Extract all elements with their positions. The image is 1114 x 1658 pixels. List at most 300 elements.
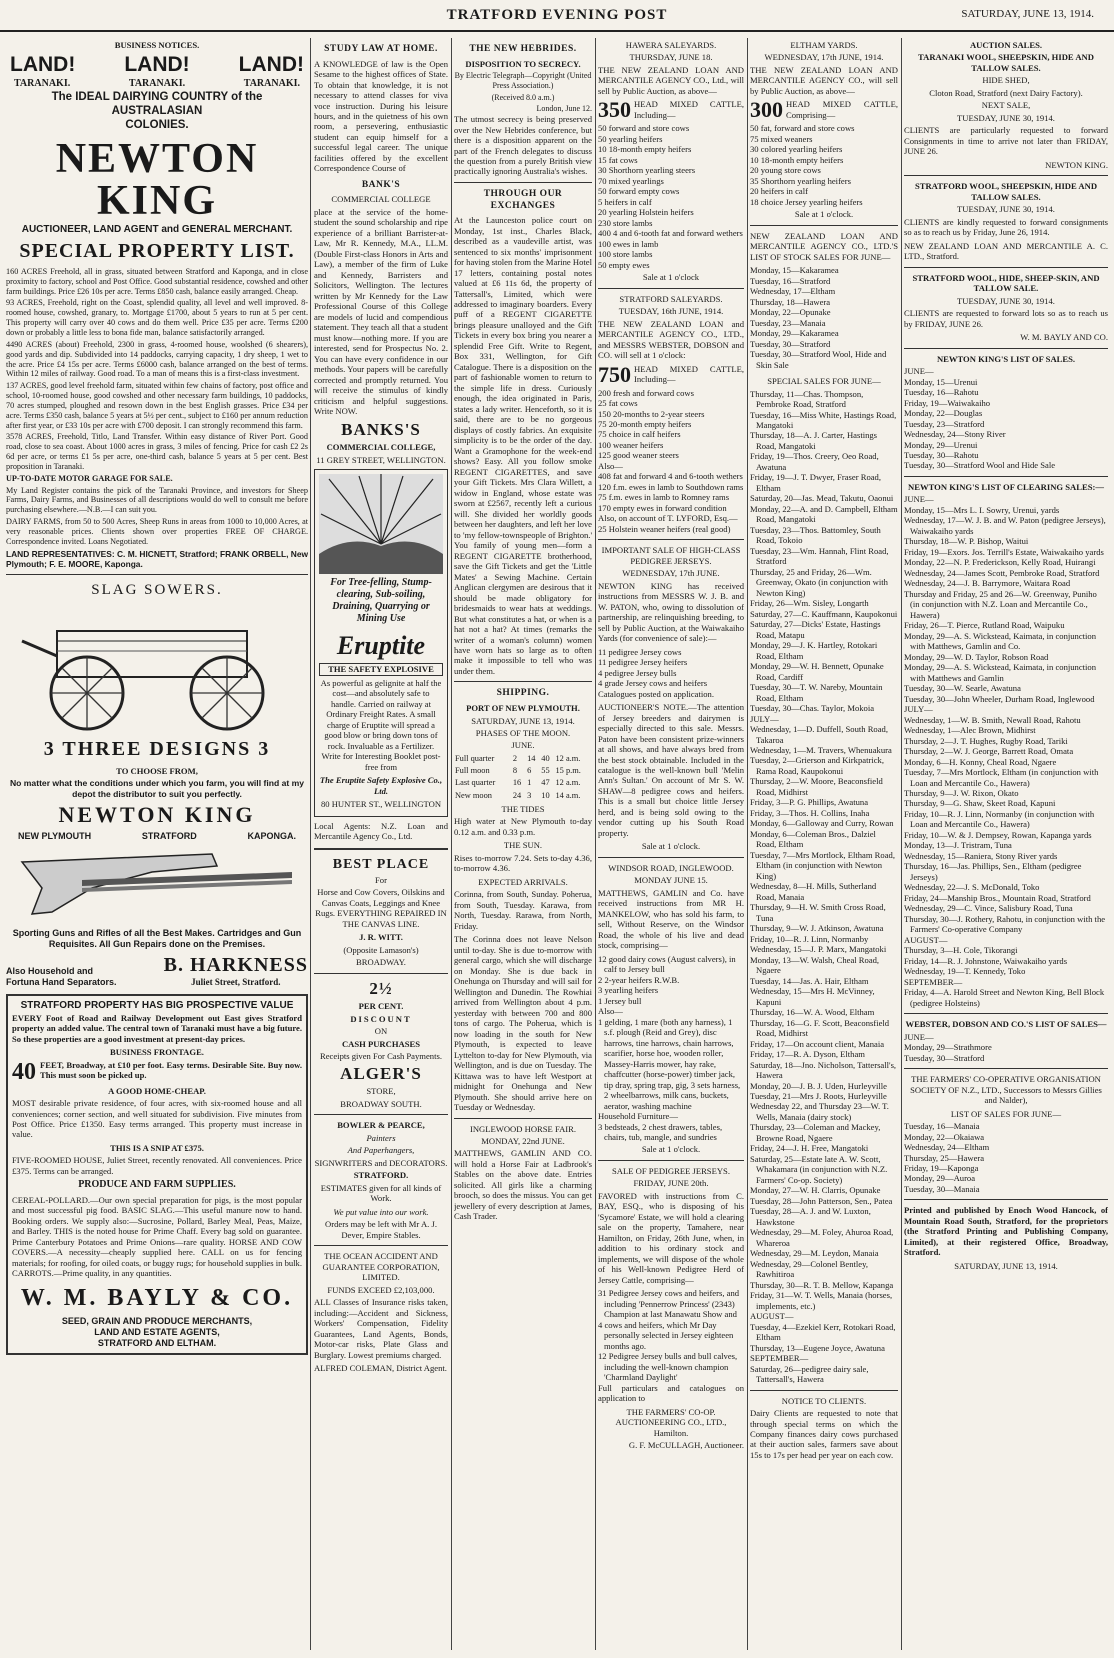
expected-heading: EXPECTED ARRIVALS.: [478, 876, 568, 887]
list-item: Also—: [598, 460, 623, 471]
list-item: 230 store lambs: [598, 217, 653, 228]
list-item: Wednesday, 17—Eltham: [750, 286, 836, 297]
local-agents: Local Agents: N.Z. Loan and Mercantile Agency Co., Ltd.: [314, 820, 448, 842]
list-item: 408 fat and forward 4 and 6-tooth wethers: [598, 471, 743, 482]
nzla-sig: NEW ZEALAND LOAN AND MERCANTILE A. C. LTD., Stratford.: [904, 240, 1108, 262]
list-item: Thursday, 13—Eugene Joyce, Awatuna: [750, 1342, 885, 1353]
newton-king-name-2: NEWTON KING: [58, 802, 256, 828]
list-item: 18 choice Jersey yearling heifers: [750, 196, 863, 207]
list-item: 1 Jersey bull: [598, 995, 642, 1006]
list-item: 2 2-year heifers R.W.B.: [598, 974, 680, 985]
list-item: 150 20-months to 2-year steers: [598, 408, 705, 419]
good-home-text: MOST desirable private residence, of four acres, with six-roomed house and all conveniences; corner section, and well situated for subdivision. Five minutes from Post Office. Price £1350. Easy terms arranged. This property must increase in value.: [12, 1098, 302, 1140]
list-item: 15 fat cows: [598, 154, 638, 165]
divider: [904, 1013, 1108, 1014]
head-count: 350: [598, 97, 631, 123]
list-item: Wednesday, 1—D. Duffell, South Road, Takaroa: [750, 724, 888, 745]
list-item: Friday, 19—Exors. Jos. Terrill's Estate, Waiwakaiho yards: [904, 546, 1104, 557]
list-item: Thursday, 25 and Friday, 26—Wm. Greenway, Okato (in conjunction with Newton King): [750, 566, 888, 598]
witt-broadway: BROADWAY.: [356, 957, 406, 968]
list-item: Monday, 22—N. P. Frederickson, Kelly Road, Huirangi: [904, 557, 1096, 568]
newton-king-instructions: NEWTON KING has received instructions from MESSRS W. J. B. and W. PATON, who, owing to dissolution of partnership, are relinquishing breeding, to sell by Public Auction, at the Waiwakaiho Yards (for convenience of sale):—: [598, 580, 744, 644]
list-item: 50 forward empty cows: [598, 186, 680, 197]
list-item: 75 20-month empty heifers: [598, 418, 692, 429]
auction-sales-heading: AUCTION SALES.: [969, 40, 1043, 50]
divider: [314, 1245, 448, 1246]
list-item: 30 colored yearling heifers: [750, 144, 843, 155]
ocean-heading: THE OCEAN ACCIDENT AND GUARANTEE CORPORATION, LIMITED.: [322, 1251, 440, 1283]
stratford-saleyards-heading: STRATFORD SALEYARDS.: [619, 293, 723, 304]
slag-sowers-heading: SLAG SOWERS.: [91, 582, 223, 599]
list-item: Monday, 6—H. Konny, Cheal Road, Ngaere: [904, 756, 1057, 767]
list-item: Saturday, 27—Dicks' Estate, Hastings Road, Matapu: [750, 619, 881, 640]
taranaki-wool-heading: TARANAKI WOOL, SHEEPSKIN, HIDE AND TALLOW SALES.: [918, 52, 1094, 73]
column-rule: [747, 38, 748, 1650]
hawera-heading: HAWERA SALEYARDS.: [625, 40, 717, 50]
list-item: Thursday, 2—W. J. George, Barrett Road, Omata: [904, 746, 1074, 757]
divider: [598, 1160, 744, 1161]
list-item: Tuesday, 30—W. Searle, Awatuna: [904, 683, 1021, 694]
painters: Painters: [366, 1132, 396, 1143]
list-item: Monday, 29—J. K. Hartley, Rotokari Road, Eltham: [750, 640, 878, 661]
stock-sales-title: NEW ZEALAND LOAN AND MERCANTILE AGENCY CO., LTD.'S LIST OF STOCK SALES FOR JUNE—: [750, 230, 898, 262]
produce-text: CEREAL-POLLARD.—Our own special preparation for pigs, is the most popular and most successful pig food. BASIC SLAG.—This useful manure now to hand. Booking orders. We supply also:—Sucrosine, Pollard, Barley Meal, Peas, Maize, and Barley. THIS is the noted house for Prime Chaff. Every bag sold on guarantee. Prime Canterbury Potatoes and Prime Onions—rare quality. HORSE AND COW COVERS.—A necessity—cheaply supplied here. CALL on us for fencing materials; for roofing, for oiled coats, or buggy rugs; for household supplies in bulk. CARROTS.—Prime quality, in any quantities.: [12, 1194, 302, 1278]
list-item: Tuesday, 23—Stratford: [904, 418, 985, 429]
pedigree-list: [598, 1288, 744, 1382]
list-item: Monday, 22—Douglas: [904, 408, 983, 419]
list-item: Thursday, 9—G. Shaw, Skeet Road, Kapuni: [904, 798, 1056, 809]
divider: [904, 175, 1108, 176]
windsor-list: [598, 954, 744, 1143]
head-count-3: 300: [750, 97, 783, 123]
list-item: Monday, 29—Strathmore: [904, 1042, 992, 1053]
list-item: Tuesday, 16—Manaia: [904, 1121, 980, 1132]
divider: [904, 267, 1108, 268]
pedigree-date: FRIDAY, JUNE 20th.: [633, 1178, 709, 1189]
list-item: Tuesday, 7—Mrs Mortlock, Eltham Road, Eltham (in conjunction with Newton King): [750, 849, 895, 881]
list-item: SEPTEMBER—: [750, 1353, 809, 1364]
shipping-date: SATURDAY, JUNE 13, 1914.: [471, 715, 575, 726]
harkness-name: B. HARKNESS: [163, 954, 308, 977]
jersey-list: [598, 647, 744, 689]
list-item: Monday, 15—Urenui: [904, 376, 978, 387]
banks-address: 11 GREY STREET, WELLINGTON.: [316, 454, 446, 465]
arrivals-text: Corinna, from South, Sunday. Poherua, from South, Tuesday. Karawa, from North, Tuesday. Rarawa, from North, Friday.: [454, 889, 592, 931]
colonies-line: COLONIES.: [125, 119, 189, 132]
list-item: Friday, 26—Wm. Sisley, Longarth: [750, 598, 869, 609]
list-item: 25 Holstein weaner heifers (real good): [598, 523, 731, 534]
stratford-property-ad: [6, 994, 308, 1354]
divider: [904, 1068, 1108, 1069]
list-item: Friday, 19—Thos. Creery, Oeo Road, Awatuna: [750, 451, 879, 472]
next-sale: NEXT SALE,: [981, 100, 1031, 111]
cash-purchases: CASH PURCHASES: [341, 1038, 421, 1049]
eruptite-uses: For Tree-felling, Stump-clearing, Sub-soiling, Draining, Quarrying or Mining Use: [330, 576, 432, 625]
list-item: Tuesday, 30—Stratford Wool and Hide Sale: [904, 460, 1056, 471]
cattle-list-2: [598, 388, 744, 535]
sun-heading: THE SUN.: [503, 840, 543, 851]
list-item: Tuesday, 7—Mrs Mortlock, Eltham (in conjunction with Loan and Mercantile Co., Hawera): [904, 767, 1099, 788]
column-rule: [310, 38, 311, 1650]
exchanges-heading: THROUGH OUR EXCHANGES: [483, 188, 563, 211]
list-item: JULY—: [750, 713, 779, 724]
joint-intro: THE NEW ZEALAND LOAN and MERCANTILE AGENCY CO., LTD., and MESSRS WEBSTER, DOBSON and CO. will sell at 1 o'clock:: [598, 318, 744, 361]
estimates: ESTIMATES given for all kinds of Work.: [320, 1182, 442, 1204]
hide-shed: HIDE SHED,: [982, 75, 1030, 86]
list-item: Thursday, 16—W. A. Wood, Eltham: [750, 1007, 875, 1018]
eltham-cattle-list: [750, 123, 898, 207]
list-item: Wednesday, 24—James Scott, Pembroke Road, Stratford: [904, 567, 1100, 578]
list-item: 3 bedsteads, 2 chest drawers, tables, chairs, tub, mangle, and sundries: [598, 1121, 723, 1142]
sun-text: Rises to-morrow 7.24. Sets to-day 4.36, to-morrow 4.36.: [454, 852, 592, 874]
harkness-ad: [6, 953, 308, 988]
imprint-date: SATURDAY, JUNE 13, 1914.: [954, 1260, 1058, 1271]
receipts: Receipts given For Cash Payments.: [320, 1051, 442, 1062]
list-item: 3 yearling heifers: [598, 985, 659, 996]
clients-notice-1: CLIENTS are particularly requested to forward Consignments in time to arrive not later than FRIDAY, JUNE 26.: [904, 125, 1108, 157]
divider: [598, 539, 744, 540]
study-law-text: A KNOWLEDGE of law is the Open Sesame to the highest offices of State. To obtain that knowledge, it is not necessary to attend classes for viva voce instruction. During his leisure hours, and in the quietness of his own room, a persevering, enthusiastic student can equip himself for a successful legal career. The unique facilities offered by the excellent Correspondence Course of: [314, 58, 448, 174]
list-item: Thursday, 2—W. Moore, Beaconsfield Road, Midhirst: [750, 776, 883, 797]
list-item: Tuesday, 23—Manaia: [750, 317, 826, 328]
list-item: Saturday, 18—Jno. Nicholson, Tattersall's, Hawera: [750, 1059, 897, 1081]
taranaki-row: TARANAKI. TARANAKI. TARANAKI.: [14, 78, 300, 90]
divider: [750, 1390, 898, 1391]
hide-shed-address: Cloton Road, Stratford (next Dairy Factory).: [929, 87, 1083, 98]
special-sales-heading: SPECIAL SALES FOR JUNE—: [767, 376, 881, 387]
list-item: 4 pedigree Jersey bulls: [598, 667, 677, 678]
clearing-heading: NEWTON KING'S LIST OF CLEARING SALES:—: [908, 481, 1104, 492]
list-item: Household Furniture—: [598, 1111, 678, 1122]
list-item: 75 f.m. ewes in lamb to Romney rams: [598, 492, 730, 503]
coleman: ALFRED COLEMAN, District Agent.: [314, 1363, 447, 1374]
gun-illustration: [12, 842, 302, 928]
special-property-list-heading: SPECIAL PROPERTY LIST.: [19, 239, 295, 262]
list-item: 12 Pedigree Jersey bulls and bull calves, including the well-known champion 'Charmland Daylight': [598, 1351, 738, 1383]
eruptite-text: As powerful as gelignite at half the cost—and absolutely safe to handle. Carried on railway at Ordinary Freight Rates. A small charge of Eruptite will spread a good blow or bring down tons of rock. Invaluable as a Fertilizer. Write for Interesting Booklet post-free from: [320, 677, 442, 772]
list-item: Saturday, 25—Estate late A. W. Scott, Whakamara (in conjunction with N.Z. Farmers' Co-op. Society): [750, 1153, 888, 1185]
list-item: Wednesday, 24—Stony River: [904, 429, 1006, 440]
list-item: Tuesday, 30—Stratford Wool, Hide and Skin Sale: [750, 349, 887, 370]
stock-sales-list: [750, 265, 898, 370]
list-item: Friday, 24—Manship Bros., Mountain Road, Stratford: [904, 892, 1091, 903]
tides-text: High water at New Plymouth to-day 0.12 a.m. and 0.33 p.m.: [454, 816, 592, 837]
list-item: Thursday, 9—J. W. Rixon, Okato: [904, 788, 1019, 798]
list-item: 50 forward and store cows: [598, 123, 690, 134]
list-item: Friday, 10—R. J. Linn, Normanby (in conjunction with Loan and Mercantile Co., Hawera): [904, 808, 1095, 830]
list-item: Wednesday, 17—W. J. B. and W. Paton (pedigree Jerseys), Waiwakaiho yards: [904, 515, 1106, 536]
divider: [598, 288, 744, 289]
divider: [904, 476, 1108, 477]
list-item: Friday, 26—T. Pierce, Rutland Road, Waipuku: [904, 620, 1065, 631]
list-item: 12 good dairy cows (August calvers), in calf to Jersey bull: [598, 953, 736, 975]
bayly-sig: W. M. BAYLY AND CO.: [1020, 332, 1108, 343]
list-item: 30 Shorthorn yearling steers: [598, 165, 696, 176]
forty-number: 40: [12, 1058, 36, 1085]
list-item: Monday, 27—W. H. Clarris, Opunake: [750, 1185, 881, 1196]
list-item: 100 store lambs: [598, 249, 653, 260]
forty-text: FEET, Broadway, at £10 per foot. Easy terms. Desirable Site. Buy now. This must soon be picked up.: [40, 1059, 302, 1081]
clients-notice-2: CLIENTS are kindly requested to forward consignments so as to reach us by Friday, June 26, 1914.: [904, 216, 1108, 238]
newton-king-sig: NEWTON KING.: [1045, 159, 1108, 170]
on: ON: [374, 1026, 388, 1037]
list-item: Saturday, 20—Jas. Mead, Takutu, Oaonui: [750, 493, 894, 504]
eruptite-ad: [314, 469, 448, 816]
list-item: Friday, 10—R. J. Linn, Normanby: [750, 933, 869, 944]
harkness-address: Juliet Street, Stratford.: [191, 977, 281, 988]
new-hebrides-heading: THE NEW HEBRIDES.: [469, 44, 577, 54]
list-item: Monday, 22—Opunake: [750, 307, 831, 318]
list-item: Monday, 29—Kakaramea: [750, 328, 839, 339]
divider: [454, 1118, 592, 1119]
commercial-college: COMMERCIAL COLLEGE: [331, 194, 431, 205]
divider: [314, 848, 448, 850]
stratford-saleyards-date: TUESDAY, 16th JUNE, 1914.: [618, 306, 724, 317]
listing: DAIRY FARMS, from 50 to 500 Acres, Sheep Runs in areas from 1000 to 10,000 Acres, at very reasonable prices. Clients shown over properties FREE OF CHARGE. Correspondence invited. Loans Negotiated.: [6, 517, 308, 546]
received-time: (Received 8.0 a.m.): [491, 92, 555, 102]
list-item: Friday, 3—P. G. Phillips, Awatuna: [750, 797, 869, 808]
list-item: 5 heifers in calf: [598, 196, 652, 207]
section-heading: BUSINESS NOTICES.: [114, 40, 200, 50]
column-rule: [901, 38, 902, 1650]
slag-sower-illustration: [17, 601, 297, 733]
two-half: 2½: [369, 978, 393, 998]
list-item: 170 empty ewes in forward condition: [598, 502, 727, 513]
wd-list: [904, 1032, 1108, 1063]
column-newton-king-ads: [6, 38, 308, 1650]
tides-heading: THE TIDES: [501, 803, 545, 814]
list-item: 11 pedigree Jersey cows: [598, 646, 682, 657]
farmers-coop-heading: THE FARMERS' CO-OPERATIVE ORGANISATION SOCIETY OF N.Z., LTD., Successors to Messrs Gillies and Nalder),: [910, 1074, 1102, 1106]
eltham-intro: THE NEW ZEALAND LOAN AND MERCANTILE AGENCY CO., will sell by Public Auction, as above—: [750, 64, 898, 96]
list-item: Friday, 17—On account client, Manaia: [750, 1038, 885, 1049]
list-item: Friday, 17—R. A. Dyson, Eltham: [750, 1049, 865, 1060]
best-place-heading: BEST PLACE: [332, 856, 430, 872]
windsor-text: MATTHEWS, GAMLIN and Co. have received instructions from MR H. MANKELOW, who has sold his farm, to sell, Without Reserve, on the Windsor Road, the whole of his live and dead stock, comprising—: [598, 887, 744, 951]
list-item: Tuesday, 30—Chas. Taylor, Mokoia: [750, 703, 875, 714]
list-item: Thursday, 25—Hawera: [904, 1152, 985, 1163]
issue-date: SATURDAY, JUNE 13, 1914.: [961, 8, 1094, 20]
list-item: Monday, 13—W. Walsh, Cheal Road, Ngaere: [750, 954, 880, 976]
divider: [904, 348, 1108, 349]
list-item: Tuesday, 21—Mrs J. Roots, Hurleyville: [750, 1090, 887, 1101]
port-heading: PORT OF NEW PLYMOUTH.: [466, 703, 580, 714]
list-item: 31 Pedigree Jersey cows and heifers, and including 'Pennerrow Princess' (2343) Champion at last Manawatu Show and: [598, 1288, 740, 1320]
list-item: Tuesday, 16—Stratford: [750, 275, 831, 286]
eltham-sale-time: Sale at 1 o'clock.: [794, 209, 854, 220]
stratford-property-heading: STRATFORD PROPERTY HAS BIG PROSPECTIVE VALUE: [20, 1000, 294, 1012]
list-item: 4 cows and heifers, which Mr Day personally selected in Jersey eighteen months ago.: [598, 1319, 734, 1351]
per-cent: PER CENT.: [358, 1001, 404, 1012]
list-item: 4 grade Jersey cows and heifers: [598, 678, 708, 689]
special-sales-list: [750, 389, 898, 1385]
list-item: Thursday, 9—W. J. Atkinson, Awatuna: [750, 923, 884, 934]
list-item: Thursday, 16—Jas. Phillips, Sen., Eltham (pedigree Jerseys): [904, 861, 1082, 882]
list-item: Wednesday, 1—M. Travers, Whenuakura: [750, 745, 892, 755]
imprint: Printed and published by Enoch Wood Hancock, of Mountain Road South, Stratford, for the proprietors (the Stratford Printing and Publishing Company, Limited), at their registered Office, Broadway, Stratford.: [904, 1205, 1108, 1258]
farmers-list-title: LIST OF SALES FOR JUNE—: [950, 1108, 1062, 1119]
list-item: 75 mixed weaners: [750, 133, 813, 144]
bayly-line-3: STRATFORD AND ELTHAM.: [97, 1337, 217, 1348]
list-item: Thursday, 18—Hawera: [750, 296, 831, 307]
secrecy-subheading: DISPOSITION TO SECRECY.: [465, 58, 581, 69]
cattle-list: [598, 123, 744, 270]
list-item: Thursday, 30—R. T. B. Mellow, Kapanga: [750, 1279, 894, 1290]
list-item: Monday, 13—J. Tristram, Tuna: [904, 840, 1012, 851]
funds: FUNDS EXCEED £2,103,000.: [327, 1284, 435, 1295]
property-listings: [6, 267, 308, 547]
auctioneer-line: AUCTIONEER, LAND AGENT and GENERAL MERCHANT.: [21, 224, 293, 236]
list-item: Wednesday, 24—J. B. Barrymore, Waitara Road: [904, 578, 1071, 589]
farmers-list: [904, 1121, 1108, 1194]
list-item: 20 yearling Holstein heifers: [598, 207, 694, 218]
bowler-stratford: STRATFORD.: [353, 1170, 409, 1181]
list-item: 20 young store cows: [750, 165, 821, 176]
sale-time-2: Sale at 1 o'clock.: [641, 841, 701, 852]
store: STORE,: [366, 1086, 396, 1097]
column-eltham-yards: [750, 38, 898, 1650]
notice-text: Dairy Clients are requested to note that through special terms on which the Company finances dairy cows purchased at their auction sales, farmers save about 15s to 17s per head per year on each cow.: [750, 1408, 898, 1460]
list-item: 75 choice in calf heifers: [598, 429, 681, 440]
list-item: Wednesday, 1—W. B. Smith, Newall Road, Rahotu: [904, 714, 1081, 725]
table-row: Full quarter 2 14 40 12 a.m.: [455, 753, 581, 763]
list-item: Monday, 22—Okaiawa: [904, 1131, 985, 1142]
list-item: JUNE—: [904, 1031, 934, 1042]
hebrides-text: The utmost secrecy is being preserved over the New Hebrides conference, but there is a disposition apparent on the part of the French delegates to discuss the question from a purely British view practically ignoring Australia's wishes.: [454, 114, 592, 177]
choose-from: TO CHOOSE FROM,: [116, 765, 198, 776]
list-item: Monday, 15—Kakaramea: [750, 265, 839, 276]
list-item: Friday, 10—W. & J. Dempsey, Rowan, Kapanga yards: [904, 829, 1092, 840]
stratford-wool-date: TUESDAY, JUNE 30, 1914.: [957, 204, 1055, 215]
list-item: 400 4 and 6-tooth fat and forward wethers: [598, 228, 743, 239]
list-item: Wednesday, 22—J. S. McDonald, Toko: [904, 882, 1040, 893]
list-item: Thursday, 11—Chas. Thompson, Pembroke Road, Stratford: [750, 388, 864, 410]
list-item: Monday, 29—Auroa: [904, 1173, 976, 1184]
list-item: Monday, 6—Galloway and Curry, Rowan: [750, 818, 894, 829]
list-item: Friday, 31—W. T. Wells, Manaia (horses, implements, etc.): [750, 1290, 893, 1311]
hawera-intro: THE NEW ZEALAND LOAN AND MERCANTILE AGENCY CO., Ltd., will sell by Public Auction, as above—: [598, 64, 744, 96]
land-representatives: LAND REPRESENTATIVES: C. M. HICNETT, Stratford; FRANK ORBELL, New Plymouth; F. E. MOORE, Kaponga.: [6, 548, 308, 569]
clearing-list: [904, 505, 1108, 1008]
list-item: Tuesday, 30—Rahotu: [904, 449, 979, 460]
list-item: Tuesday, 23—Thos. Battomley, South Road, Tokoio: [750, 524, 881, 546]
list-item: Tuesday, 23—Wm. Hannah, Flint Road, Stratford: [750, 545, 889, 567]
best-for: For: [375, 874, 387, 885]
column-college-ads: [314, 38, 448, 1650]
witt-name: J. R. WITT.: [359, 932, 403, 943]
list-item: Wednesday, 24—Eltham: [904, 1142, 990, 1153]
list-item: Tuesday, 16—Miss White, Hastings Road, Mangatoki: [750, 409, 897, 430]
horse-fair-heading: INGLEWOOD HORSE FAIR.: [469, 1123, 577, 1134]
banks-name-large: BANKS'S: [341, 419, 421, 439]
next-sale-date: TUESDAY, JUNE 30, 1914.: [957, 112, 1055, 123]
listing: My Land Register contains the pick of the Taranaki Province, and investors for Sheep Farms, Dairy Farms, and Businesses of all descriptions would do well to consult me before purchasing elsewhere.—N.B.—I can suit you.: [6, 485, 308, 515]
broadway-south: BROADWAY SOUTH.: [340, 1098, 422, 1109]
list-item: 10 18-month empty heifers: [750, 154, 844, 165]
eltham-date: WEDNESDAY, 17th JUNE, 1914.: [764, 52, 884, 63]
three-designs: 3 THREE DESIGNS 3: [43, 738, 271, 761]
good-home-heading: A GOOD HOME-CHEAP.: [108, 1085, 206, 1096]
list-item: 100 ewes in lamb: [598, 238, 659, 249]
moon-june: JUNE.: [511, 740, 535, 751]
produce-heading: PRODUCE AND FARM SUPPLIES.: [78, 1179, 236, 1191]
ideal-dairying-line: The IDEAL DAIRYING COUNTRY of the AUSTRALASIAN: [51, 91, 263, 118]
stratford-property-text: EVERY Foot of Road and Railway Development out East gives Stratford property an added value. The central town of Taranaki must have a big future. So these properties are a good investment at present-day prices.: [12, 1012, 302, 1044]
newton-king-towns: NEW PLYMOUTH STRATFORD KAPONGA.: [18, 831, 296, 842]
list-item: Monday, 29—W. H. Bennett, Opunake Road, Cardiff: [750, 661, 884, 682]
pedigree-heading: SALE OF PEDIGREE JERSEYS.: [612, 1165, 730, 1176]
sale-time-3: Sale at 1 o'clock.: [641, 1144, 701, 1155]
safety-explosive: THE SAFETY EXPLOSIVE: [319, 663, 443, 675]
head-count-2: 750: [598, 361, 631, 387]
nk-sales-list: [904, 377, 1108, 471]
list-item: Monday, 6—Coleman Bros., Dalziel Road, Eltham: [750, 828, 876, 850]
list-item: Tuesday, 30—John Wheeler, Durham Road, Inglewood: [904, 693, 1095, 704]
head-desc-2: HEAD MIXED CATTLE, Including—: [634, 363, 744, 385]
hawera-date: THURSDAY, JUNE 18.: [629, 52, 713, 63]
bowler-pearce: BOWLER & PEARCE,: [337, 1120, 425, 1131]
list-item: Wednesday, 8—H. Mills, Sutherland Road, Manaia: [750, 881, 877, 902]
list-item: Friday, 3—Thos. H. Collins, Inaha: [750, 807, 870, 818]
list-item: Tuesday, 2—Grierson and Kirkpatrick, Rama Road, Kaupokonui: [750, 755, 884, 776]
divider: [454, 182, 592, 183]
list-item: Monday, 15—Mrs L. I. Sowry, Urenui, yards: [904, 504, 1060, 515]
pedigree-text: FAVORED with instructions from C. BAY, ESQ., who is disposing of his 'Sycamore' Estate, we will hold a clearing sale on the property, Tamahere, near Hamilton, on Friday, 26th June, when, in addition to his ordinary stock and implements, we will dispose of the whole of his Well-known Pedigree Herd of Jersey Cattle, comprising—: [598, 1190, 744, 1285]
list-item: Thursday, 30—J. Rothery, Rahotu, in conjunction with the Farmers' Co-operative Company: [904, 913, 1106, 935]
list-item: Friday, 19—Waiwakaiho: [904, 397, 991, 408]
paperhangers: And Paperhangers,: [347, 1145, 415, 1156]
list-item: Tuesday, 4—Ezekiel Kerr, Rotokari Road, Eltham: [750, 1321, 896, 1343]
listing: UP-TO-DATE MOTOR GARAGE FOR SALE.: [6, 473, 173, 483]
list-item: Saturday, 26—pedigree dairy sale, Tattersall's, Hawera: [750, 1363, 869, 1385]
listing: 4490 ACRES (about) Freehold, 2300 in grass, 4-roomed house, woolshed (6 shearers), good yards and dip. Subdivided into 14 paddocks, carrying capacity, 1 dry sheep, 1 wet to the acre. Price £4 15s per acre. Terms £6000 cash, balance arranged on the best of terms. Within 12 miles of railway. Good road. To a man of means this is a first-class investment.: [6, 339, 308, 379]
moon-heading: PHASES OF THE MOON.: [475, 727, 571, 738]
list-item: Monday, 29—A. S. Wickstead, Kaimata, in conjunction with Matthews, Gamlin and Co.: [904, 630, 1097, 652]
signwriters: SIGNWRITERS and DECORATORS.: [314, 1157, 448, 1168]
list-item: Monday, 29—A. S. Wickstead, Kaimata, in conjunction with Matthews and Gamlin: [904, 662, 1097, 683]
listing: 160 ACRES Freehold, all in grass, situated between Stratford and Kaponga, and in close proximity to factory, school and Post Office. Good substantial residence, cowshed and other farm buildings. Price £26 10s per acre. Terms £850 cash, balance easily arranged. Cheap.: [6, 266, 308, 296]
list-item: JULY—: [904, 704, 933, 715]
list-item: Thursday, 2—J. T. Hughes, Rugby Road, Tariki: [904, 735, 1068, 746]
ocean-text: ALL Classes of Insurance risks taken, including:—Accident and Sickness, Workers' Compensation, Fidelity Guarantees, Land Agents, Bonds, Motor-car risks, Plate Glass and Burglary. Lowest premiums charged.: [314, 1297, 448, 1360]
column-news: [454, 38, 592, 1650]
list-item: 100 weaner heifers: [598, 439, 664, 450]
divider: [750, 225, 898, 226]
list-item: 10 18-month empty heifers: [598, 144, 692, 155]
mccullagh: G. F. McCULLAGH, Auctioneer.: [628, 1440, 744, 1451]
head-desc-3: HEAD MIXED CATTLE, Comprising—: [786, 99, 898, 120]
sporting-guns-text: Sporting Guns and Rifles of all the Best Makes. Cartridges and Gun Requisites. All Gun Repairs done on the Premises.: [12, 928, 302, 950]
divider: [454, 681, 592, 682]
moon-table: [454, 753, 592, 802]
list-item: Wednesday, 29—M. Leydon, Manaia: [750, 1248, 879, 1259]
discount: DISCOUNT: [350, 1013, 412, 1024]
auctioneer-note: AUCTIONEER'S NOTE.—The attention of Jersey breeders and dairymen is especially directed to this sale. Messrs. Paton have been consistent prize-winners at all shows, and have always bred from the best stock obtainable. Included in the catalogue is the well-known bull 'Melin Ann's Sultan.' On account of Mr S. W. SHAW—8 pedigree cows and heifers. This is a small but choice little Jersey herd, and is being sold owing to the vendor cutting up his South Road property.: [598, 702, 744, 838]
list-item: 50 fat, forward and store cows: [750, 123, 855, 134]
column-auction-sales: [904, 38, 1108, 1650]
witt-opposite: (Opposite Lamason's): [343, 944, 419, 955]
list-item: Thursday, 9—H. W. Smith Cross Road, Tuna: [750, 902, 886, 923]
list-item: 120 f.m. ewes in lamb to Southdown rams: [598, 481, 744, 492]
list-item: Thursday and Friday, 25 and 26—W. Greenway, Puniho (in conjunction with N.Z. Loan and Mercantile Co., Hawera): [904, 588, 1097, 620]
list-item: SEPTEMBER—: [904, 976, 963, 987]
list-item: Wednesday, 15—Raniera, Stony River yards: [904, 850, 1058, 861]
list-item: Tuesday, 28—A. J. and W. Luxton, Hawkstone: [750, 1206, 871, 1227]
dateline: London, June 12.: [536, 104, 592, 114]
exchanges-text: At the Launceston police court on Monday, 1st inst., Charles Black, described as a vaudeville artist, was sentenced to six months' imprisonment for having stolen from the Marine Hotel 17 letters, containing postal notes valued at £6 11s 6d, the property of Tattersall's, Limited, which were addressed to imaginary boarders. Every puff of a REGENT CIGARETTE brings pleasure unalloyed and the Gift Tickets in every box bring you nearer a splendid Free Gift. Write to Regent, Box 331, Wellington, for Gift Catalogue. There is a disposition on the part of fashionable women to return to the simple life in dress. Curiously enough, the idea originated in Paris, states a lady writer. Henceforth, so it is said, there are to be no gorgeous displays of costly fabrics. An exquisite simplicity is to be the order of the day. Want a Gramophone for the week-end shows? Easy. All you follow smoke REGENT CIGARETTES, and save your Gift Tickets. Mrs Clara Willett, a widow in England, whose estate was sworn at £2567, recently left a curious will. She divided her worldly goods between her daughters, and left her love to 'my fellow-townspeople of Brighton.' You family of young men—form a REGENT CIGARETTE brotherhood, save the Gift Tickets and get the 'Little Mates' a Sewing Machine. Certain Anglican clergymen are desirous that it should be made obligatory for bridesmaids to wear hats at weddings. But what constitutes a hat, or when is a hat not a hat? At times (remarks the writer of a woman's column) women have worn hats so large as to often make it impossible to tell who was under them.: [454, 215, 592, 676]
household-text: Also Household and Fortuna Hand Separators.: [6, 966, 117, 988]
list-item: Saturday, 27—C. Kauffmann, Kaupokonui: [750, 608, 898, 619]
